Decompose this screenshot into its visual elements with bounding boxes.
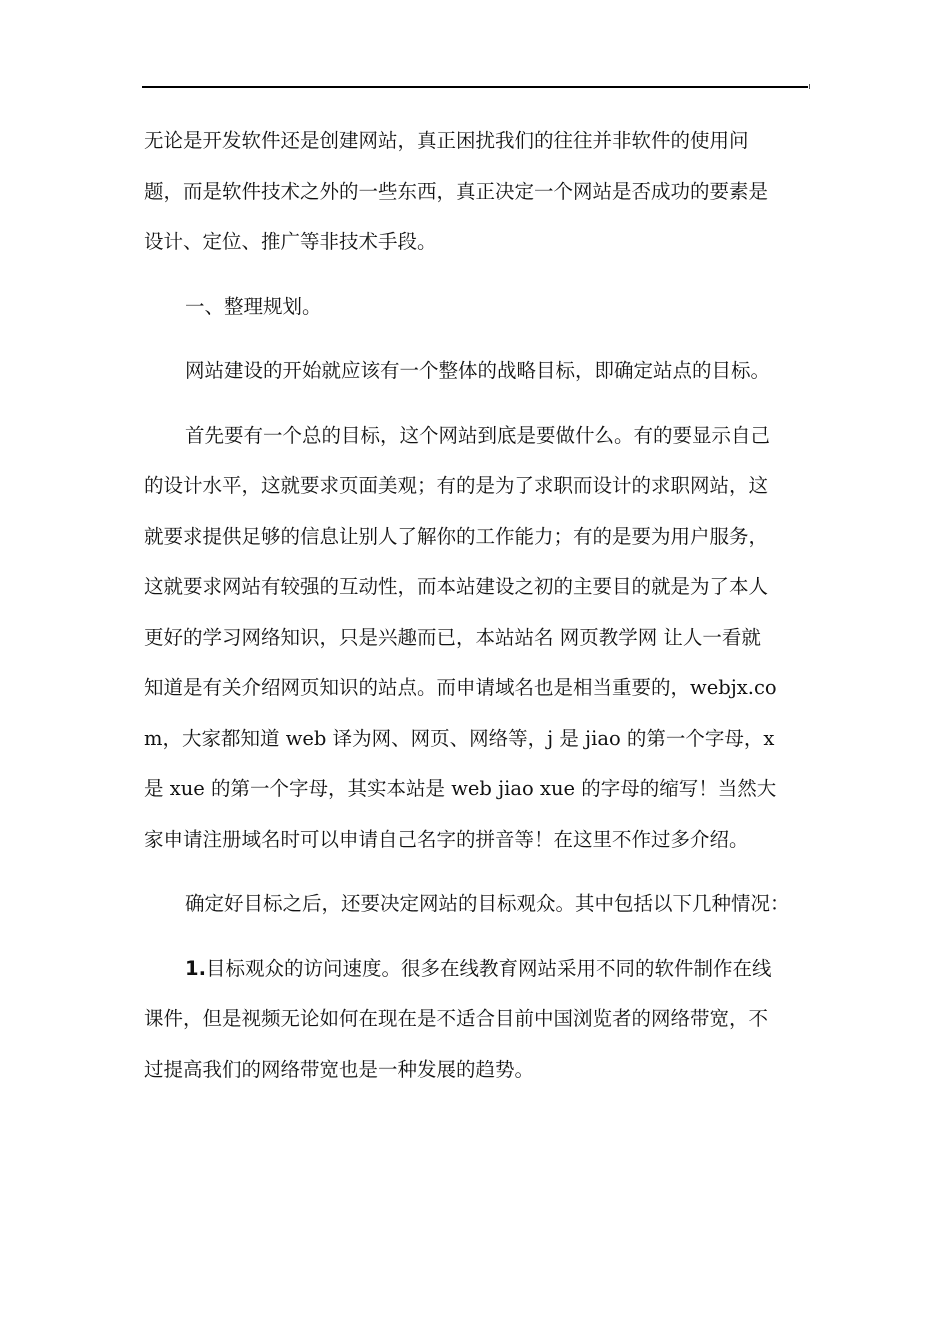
text-line: 的设计水平，这就要求页面美观；有的是为了求职而设计的求职网站，这: [144, 474, 769, 497]
text-line: 就要求提供足够的信息让别人了解你的工作能力；有的是要为用户服务，: [144, 524, 769, 548]
document-body: [144, 116, 808, 1095]
list-number: 1.: [185, 956, 206, 980]
text-line: m，大家都知道 web 译为网、网页、网络等，j 是 jiao 的第一个字母，x: [144, 726, 775, 750]
list-item: [144, 944, 808, 995]
text-line: 题，而是软件技术之外的一些东西，真正决定一个网站是否成功的要素是: [144, 179, 769, 203]
text-line: 网站建设的开始就应该有一个整体的战略目标，即确定站点的目标。: [185, 359, 771, 382]
text-line: 更好的学习网络知识，只是兴趣而已，本站站名 网页教学网 让人一看就: [144, 625, 761, 649]
text-line: 确定好目标之后，还要决定网站的目标观众。其中包括以下几种情况：: [185, 892, 790, 915]
header-rule: [142, 86, 808, 88]
section-heading: 一、整理规划。: [185, 294, 322, 318]
text-line: 知道是有关介绍网页知识的站点。而申请域名也是相当重要的，webjx.co: [144, 676, 777, 699]
text-line: 是 xue 的第一个字母，其实本站是 web jiao xue 的字母的缩写！当然大: [144, 777, 777, 800]
text-line: 课件，但是视频无论如何在现在是不适合目前中国浏览者的网络带宽，不: [144, 1007, 769, 1030]
text-line: 过提高我们的网络带宽也是一种发展的趋势。: [144, 1057, 535, 1081]
header-rule-tick: [809, 84, 810, 89]
text-line: 无论是开发软件还是创建网站，真正困扰我们的往往并非软件的使用问: [144, 129, 749, 152]
text-line: 家申请注册域名时可以申请自己名字的拼音等！在这里不作过多介绍。: [144, 827, 749, 851]
list-item-text: 目标观众的访问速度。很多在线教育网站采用不同的软件制作在线: [205, 956, 772, 980]
text-line: 设计、定位、推广等非技术手段。: [144, 230, 437, 253]
text-line: 首先要有一个总的目标，这个网站到底是要做什么。有的要显示自己: [185, 423, 771, 447]
text-line: 这就要求网站有较强的互动性，而本站建设之初的主要目的就是为了本人: [144, 575, 769, 598]
